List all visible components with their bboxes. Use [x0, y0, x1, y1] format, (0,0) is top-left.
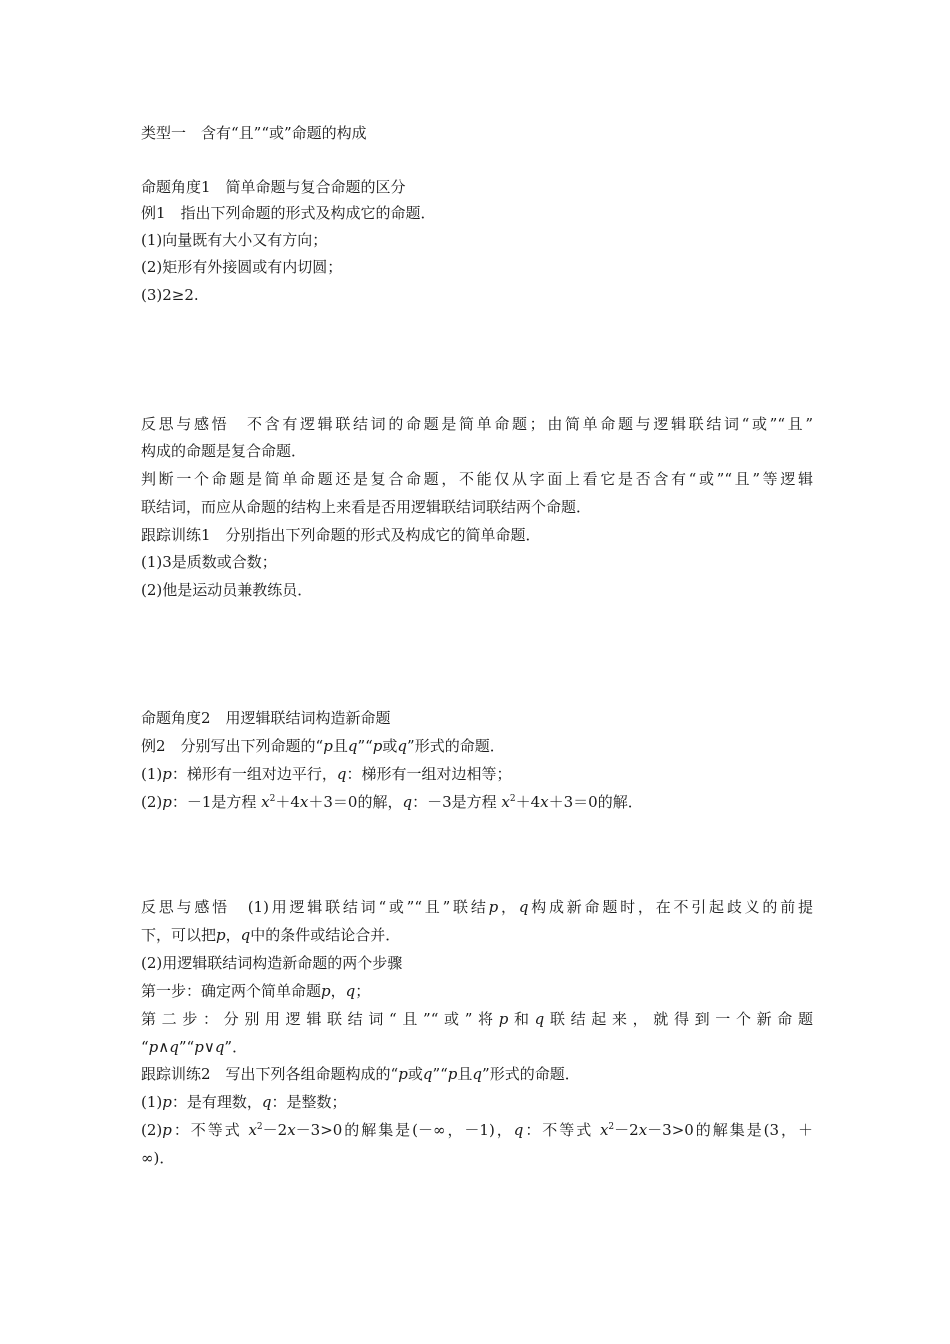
variable-q: q — [345, 982, 356, 1000]
text-run: ＋4 — [275, 793, 300, 811]
text-run: ：不等式 — [171, 1121, 249, 1139]
variable-q: q — [534, 1010, 545, 1028]
document-page — [141, 0, 813, 1344]
text-run: ”． — [224, 1038, 248, 1056]
variable-q: q — [513, 1121, 524, 1139]
variable-p: p — [447, 1065, 458, 1083]
example2-title — [141, 736, 505, 756]
text-run: “ — [141, 1038, 149, 1056]
text-run: 联结起来，就得到一个新命题 — [544, 1010, 813, 1028]
text-run: ， — [498, 898, 519, 916]
text-run: ：是整数； — [271, 1093, 347, 1111]
reflection1-line-4: 联结词，而应从命题的结构上来看是否用逻辑联结词联结两个命题． — [141, 498, 592, 516]
text-run: ”“ — [178, 1038, 195, 1056]
text-run: ， — [330, 982, 346, 1000]
example1-title: 例1 指出下列命题的形式及构成它的命题． — [141, 204, 436, 222]
text-run: 第二步：分别用逻辑联结词“且”“或”将 — [141, 1010, 499, 1028]
text-run: ：是有理数， — [171, 1093, 262, 1111]
text-run: 下，可以把 — [141, 926, 217, 944]
example1-item-2: (2)矩形有外接圆或有内切圆； — [141, 258, 343, 276]
item-number: (2) — [141, 1121, 163, 1139]
variable-p: p — [162, 765, 172, 783]
section-title: 类型一 含有“且”“或”命题的构成 — [141, 124, 367, 142]
text-run: ＋3＝0的解， — [308, 793, 403, 811]
item-number: (2) — [141, 793, 163, 811]
variable-x: x — [261, 793, 270, 811]
variable-x: x — [638, 1121, 648, 1139]
text-run: －2 — [262, 1121, 288, 1139]
variable-p: p — [498, 1010, 509, 1028]
variable-q: q — [261, 1093, 272, 1111]
variable-q: q — [169, 1038, 179, 1056]
variable-p: p — [162, 793, 172, 811]
text-run: 例2 分别写出下列命题的“ — [141, 737, 324, 755]
practice2-item-1 — [141, 1092, 347, 1112]
reflection1-line-3: 判断一个命题是简单命题还是复合命题，不能仅从字面上看它是否含有“或”“且”等逻辑 — [141, 470, 813, 488]
and-symbol: ∧ — [158, 1038, 170, 1056]
reflection2-line-5 — [141, 1009, 813, 1029]
variable-p: p — [148, 1038, 159, 1056]
text-run: ＋4 — [515, 793, 541, 811]
variable-p: p — [488, 898, 499, 916]
practice2-title — [141, 1064, 580, 1084]
reflection2-line-6 — [141, 1037, 247, 1057]
or-symbol: ∨ — [203, 1038, 215, 1056]
text-run: 中的条件或结论合并． — [250, 926, 401, 944]
variable-x: x — [501, 793, 510, 811]
example1-item-1: (1)向量既有大小又有方向； — [141, 231, 328, 249]
practice1-item-2: (2)他是运动员兼教练员． — [141, 581, 313, 599]
item-number: (1) — [141, 1093, 163, 1111]
angle1-heading: 命题角度1 简单命题与复合命题的区分 — [141, 178, 406, 196]
variable-x: x — [248, 1121, 257, 1139]
text-run: 且 — [457, 1065, 473, 1083]
variable-q: q — [402, 793, 413, 811]
text-run: 且 — [332, 737, 348, 755]
text-run: －3>0的解集是(－∞，－1)， — [295, 1121, 514, 1139]
text-run: －3>0的解集是(3，＋ — [647, 1121, 813, 1139]
text-run: ：－1是方程 — [171, 793, 262, 811]
variable-p: p — [162, 1121, 172, 1139]
variable-q: q — [422, 1065, 433, 1083]
text-run: ：梯形有一组对边相等； — [346, 765, 512, 783]
text-run: 和 — [508, 1010, 535, 1028]
variable-q: q — [347, 737, 358, 755]
exponent: 2 — [269, 794, 276, 804]
example1-item-3: (3)2≥2. — [141, 286, 199, 304]
reflection1-line-1: 反思与感悟 不含有逻辑联结词的命题是简单命题；由简单命题与逻辑联结词“或”“且” — [141, 415, 813, 433]
text-run: ”“ — [357, 737, 373, 755]
practice1-item-1: (1)3是质数或合数； — [141, 553, 277, 571]
text-run: ； — [355, 982, 371, 1000]
text-run: －2 — [614, 1121, 639, 1139]
practice2-item-2 — [141, 1120, 813, 1140]
text-run: ”形式的命题． — [407, 737, 505, 755]
variable-q: q — [472, 1065, 483, 1083]
reflection2-line-1 — [141, 897, 813, 917]
text-run: ：梯形有一组对边平行， — [171, 765, 337, 783]
exponent: 2 — [509, 794, 516, 804]
variable-x: x — [287, 1121, 296, 1139]
text-run: 构成新命题时，在不引起歧义的前提 — [528, 898, 813, 916]
reflection2-line-4 — [141, 981, 370, 1001]
reflection2-line-3: (2)用逻辑联结词构造新命题的两个步骤 — [141, 954, 403, 972]
angle2-heading: 命题角度2 用逻辑联结词构造新命题 — [141, 709, 391, 727]
variable-p: p — [323, 737, 333, 755]
item-number: (1) — [141, 765, 163, 783]
exponent: 2 — [256, 1122, 263, 1132]
text-run: 第一步：确定两个简单命题 — [141, 982, 322, 1000]
text-run: ”“ — [432, 1065, 448, 1083]
text-run: ”形式的命题． — [482, 1065, 580, 1083]
practice2-item-2-continued: ∞)． — [141, 1149, 175, 1167]
reflection1-line-2: 构成的命题是复合命题． — [141, 442, 307, 460]
text-run: ：不等式 — [523, 1121, 600, 1139]
variable-q: q — [240, 926, 251, 944]
variable-p: p — [321, 982, 331, 1000]
variable-x: x — [599, 1121, 609, 1139]
variable-q: q — [336, 765, 347, 783]
variable-q: q — [397, 737, 408, 755]
text-run: ：－3是方程 — [412, 793, 502, 811]
example2-item-1 — [141, 764, 512, 784]
variable-q: q — [518, 898, 529, 916]
exponent: 2 — [608, 1122, 615, 1132]
reflection2-line-2 — [141, 925, 400, 945]
text-run: 反思与感悟 (1)用逻辑联结词“或”“且”联结 — [141, 898, 489, 916]
variable-p: p — [162, 1093, 172, 1111]
variable-p: p — [372, 737, 383, 755]
text-run: ， — [225, 926, 241, 944]
text-run: 跟踪训练2 写出下列各组命题构成的“ — [141, 1065, 399, 1083]
text-run: 或 — [407, 1065, 423, 1083]
text-run: ＋3＝0的解． — [548, 793, 643, 811]
variable-x: x — [540, 793, 549, 811]
variable-p: p — [216, 926, 226, 944]
practice1-title: 跟踪训练1 分别指出下列命题的形式及构成它的简单命题． — [141, 526, 541, 544]
example2-item-2 — [141, 792, 643, 812]
variable-p: p — [194, 1038, 204, 1056]
variable-p: p — [398, 1065, 408, 1083]
variable-q: q — [214, 1038, 225, 1056]
variable-x: x — [299, 793, 309, 811]
text-run: 或 — [382, 737, 398, 755]
